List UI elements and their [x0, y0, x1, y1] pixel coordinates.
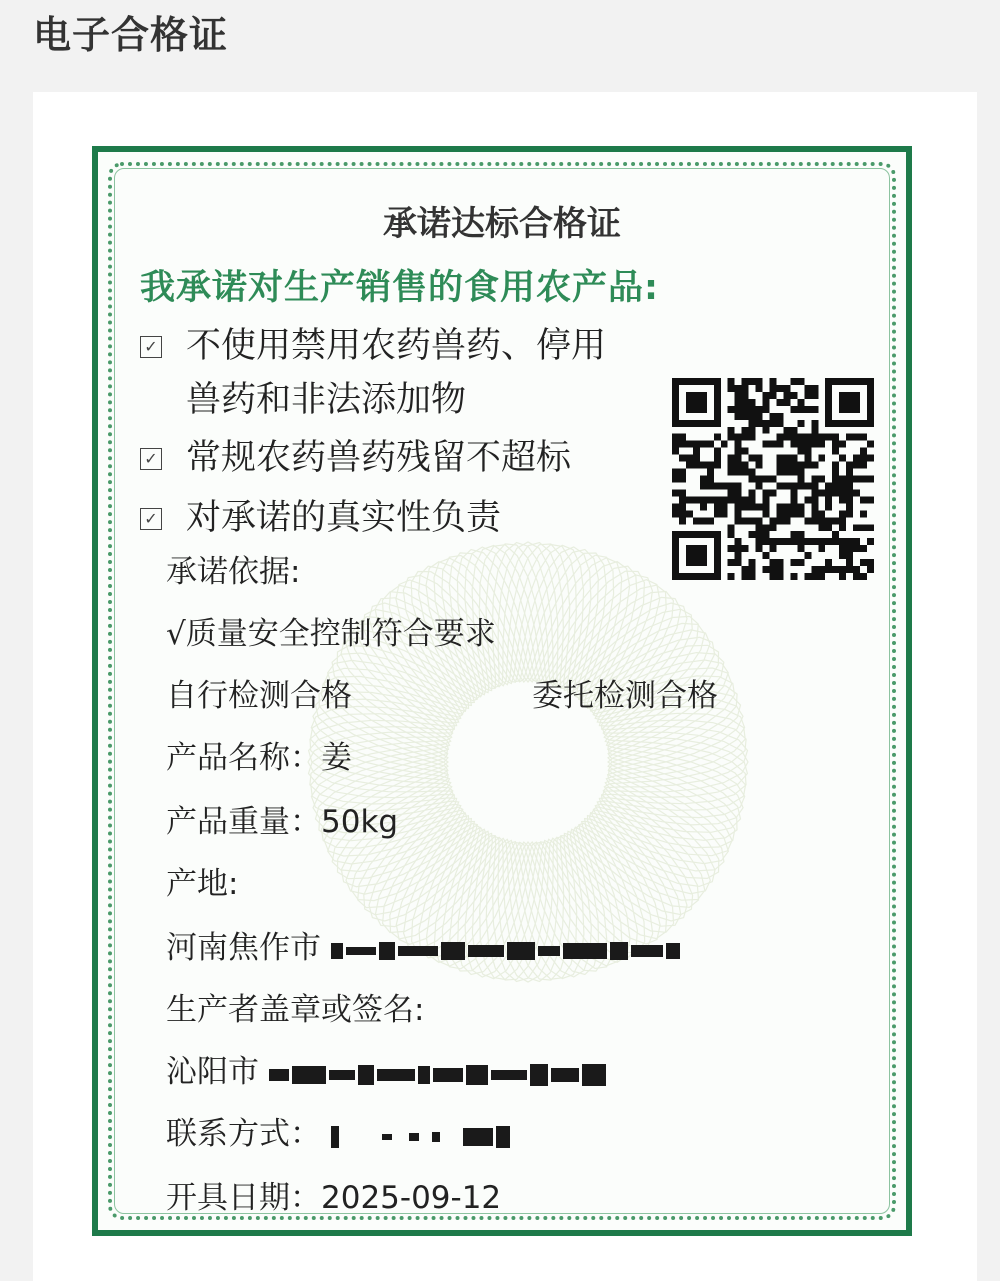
- checked-checkbox-icon: ✓: [140, 448, 162, 470]
- producer-label: 生产者盖章或签名:: [166, 992, 425, 1028]
- checked-checkbox-icon: ✓: [140, 336, 162, 358]
- origin-city: 河南焦作市: [166, 930, 321, 966]
- basis-selected: √质量安全控制符合要求: [166, 616, 496, 652]
- redacted-producer: [269, 1056, 609, 1092]
- certificate-title: 承诺达标合格证: [383, 204, 621, 244]
- self-test-option: 自行检测合格: [166, 678, 352, 714]
- commitment-text: 兽药和非法添加物: [186, 380, 467, 420]
- product-weight: 产品重量：50kg: [166, 804, 399, 840]
- checked-checkbox-icon: ✓: [140, 508, 162, 530]
- certificate: [92, 146, 912, 1236]
- commitment-text: 不使用禁用农药兽药、停用: [186, 326, 607, 366]
- redacted-contact: [331, 1118, 513, 1154]
- qr-code-icon[interactable]: [672, 378, 874, 580]
- origin-value: [166, 922, 683, 968]
- origin-label: 产地:: [166, 866, 239, 902]
- redacted-address: [331, 932, 683, 968]
- pledge-statement: 我承诺对生产销售的食用农产品:: [140, 268, 659, 308]
- commitment-text: 常规农药兽药残留不超标: [186, 438, 572, 478]
- contact-label: 联系方式：: [166, 1116, 321, 1152]
- page-title: 电子合格证: [33, 13, 229, 57]
- issue-date: 开具日期：2025-09-12: [166, 1180, 502, 1216]
- entrusted-test-option: 委托检测合格: [532, 678, 718, 714]
- commitment-text: 对承诺的真实性负责: [186, 498, 502, 538]
- basis-label: 承诺依据:: [166, 554, 301, 590]
- contact-row: [166, 1108, 513, 1154]
- product-name: 产品名称：姜: [166, 740, 352, 776]
- producer-value: [166, 1046, 609, 1092]
- producer-city: 沁阳市: [166, 1054, 259, 1090]
